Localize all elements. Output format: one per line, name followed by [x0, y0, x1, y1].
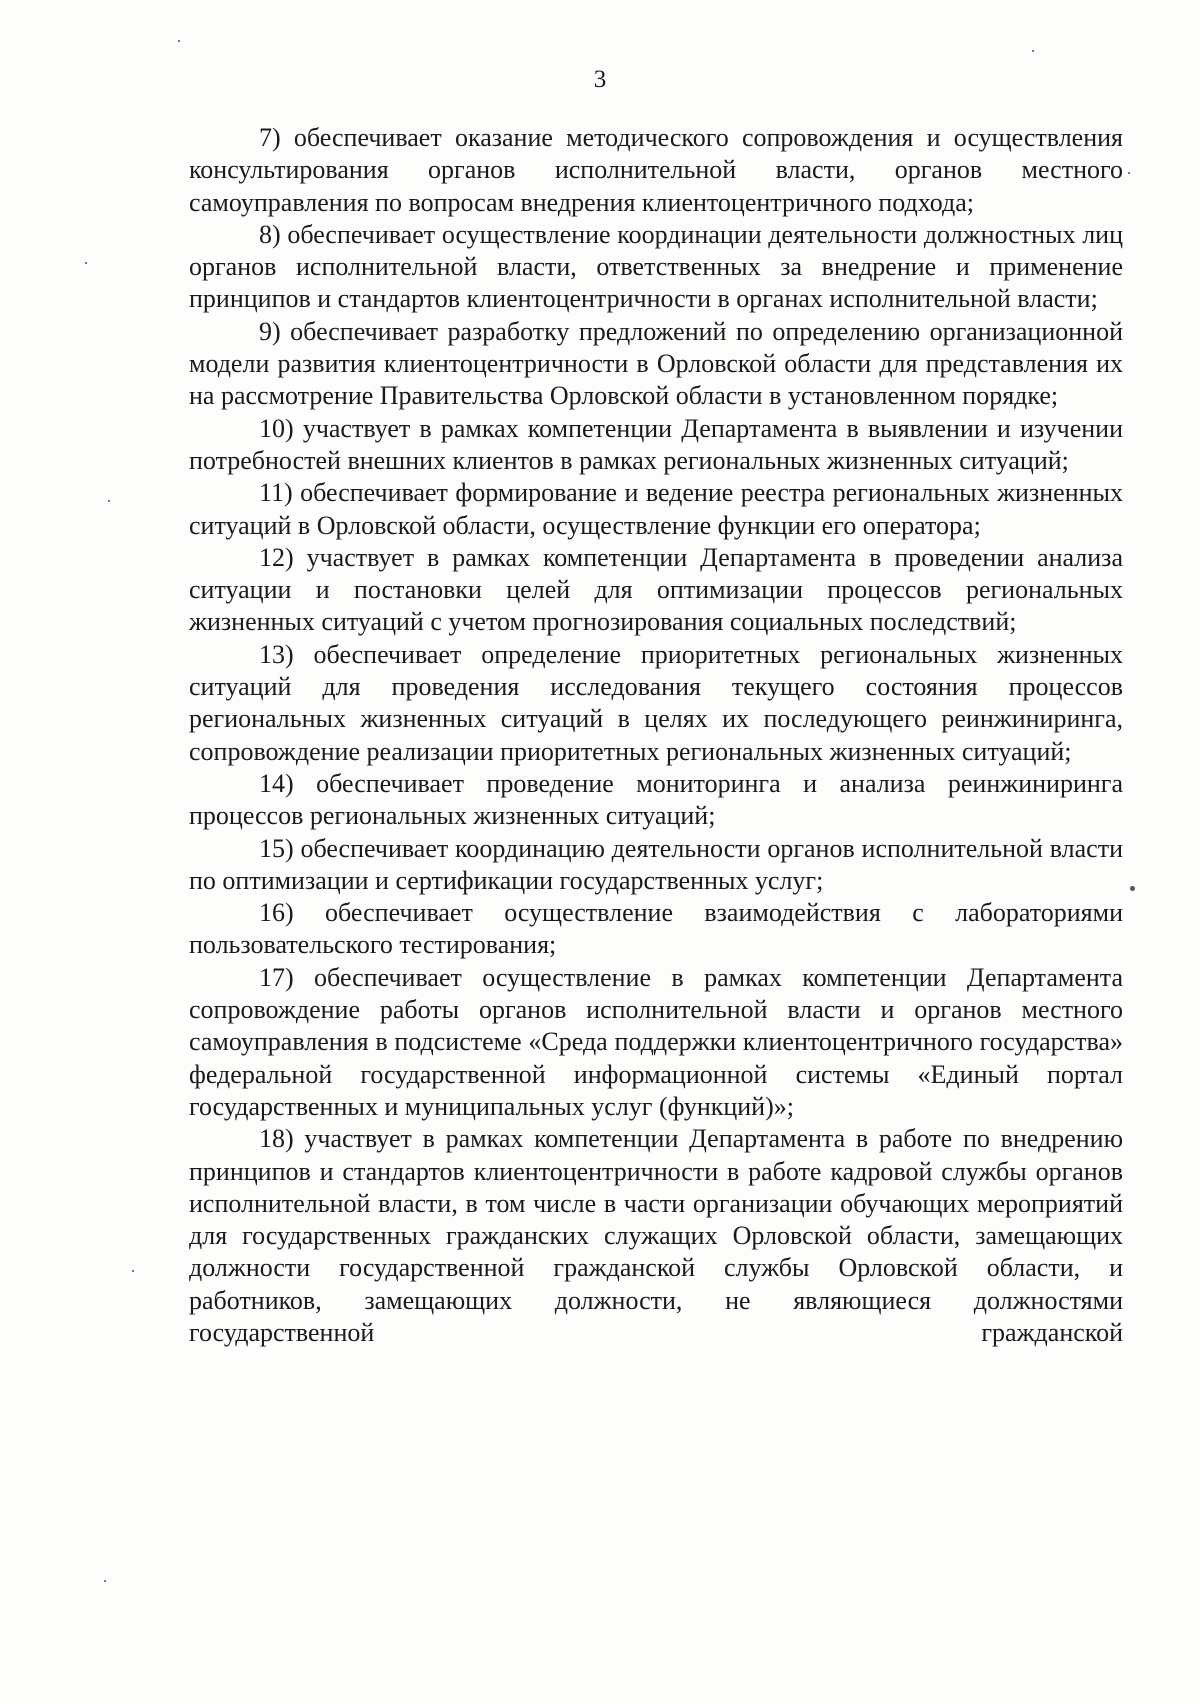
paragraph-item-18: 18) участвует в рамках компетенции Департамента в работе по внедрению принципов и стандартов клиентоцентричности в работе кадровой службы органов исполнительной власти, в том числе в части организации обучающих мероприятий для государственных гражданских служащих Орловской области, замещающих должности государственной гражданской службы Орловской области, и работников, замещающих должности, не являющиеся должностями государственной гражданской [189, 1124, 1123, 1347]
page-number: 3 [593, 66, 607, 93]
paragraph-item-15: 15) обеспечивает координацию деятельности органов исполнительной власти по оптимизации и сертификации государственных услуг; [189, 833, 1123, 895]
scan-speck [1130, 886, 1135, 891]
scan-speck [108, 500, 110, 502]
paragraph-item-11: 11) обеспечивает формирование и ведение реестра региональных жизненных ситуаций в Орловской области, осуществление функции его оператора; [189, 478, 1123, 540]
paragraph-item-8: 8) обеспечивает осуществление координации деятельности должностных лиц органов исполнительной власти, ответственных за внедрение и применение принципов и стандартов клиентоцентричности в органах исполнительной власти; [189, 219, 1123, 314]
scan-speck [104, 1580, 106, 1582]
scan-speck [85, 262, 87, 264]
scan-speck [132, 1270, 134, 1272]
scan-speck [1128, 172, 1130, 174]
paragraph-item-14: 14) обеспечивает проведение мониторинга и анализа реинжиниринга процессов региональных жизненных ситуаций; [189, 768, 1123, 831]
scan-speck [1032, 50, 1034, 52]
paragraph-item-17: 17) обеспечивает осуществление в рамках компетенции Департамента сопровождение работы органов исполнительной власти и органов местного самоуправления в подсистеме «Среда поддержки клиентоцентричного государства» федеральной государственной информационной системы «Единый портал государственных и муниципальных услуг (функций)»; [189, 962, 1123, 1121]
document-body [189, 122, 1123, 1349]
paragraph-item-13: 13) обеспечивает определение приоритетных региональных жизненных ситуаций для проведения исследования текущего состояния процессов региональных жизненных ситуаций в целях их последующего реинжиниринга, сопровождение реализации приоритетных региональных жизненных ситуаций; [189, 639, 1123, 766]
paragraph-item-16: 16) обеспечивает осуществление взаимодействия с лабораториями пользовательского тестирования; [189, 898, 1123, 960]
paragraph-item-10: 10) участвует в рамках компетенции Департамента в выявлении и изучении потребностей внешних клиентов в рамках региональных жизненных ситуаций; [189, 413, 1123, 475]
scan-speck [178, 40, 180, 42]
paragraph-item-7: 7) обеспечивает оказание методического сопровождения и осуществления консультирования органов исполнительной власти, органов местного самоуправления по вопросам внедрения клиентоцентричного подхода; [189, 123, 1123, 217]
paragraph-item-9: 9) обеспечивает разработку предложений по определению организационной модели развития клиентоцентричности в Орловской области для представления их на рассмотрение Правительства Орловской области в установленном порядке; [189, 316, 1123, 411]
paragraph-item-12: 12) участвует в рамках компетенции Департамента в проведении анализа ситуации и постановки целей для оптимизации процессов региональных жизненных ситуаций с учетом прогнозирования социальных последствий; [189, 542, 1123, 637]
